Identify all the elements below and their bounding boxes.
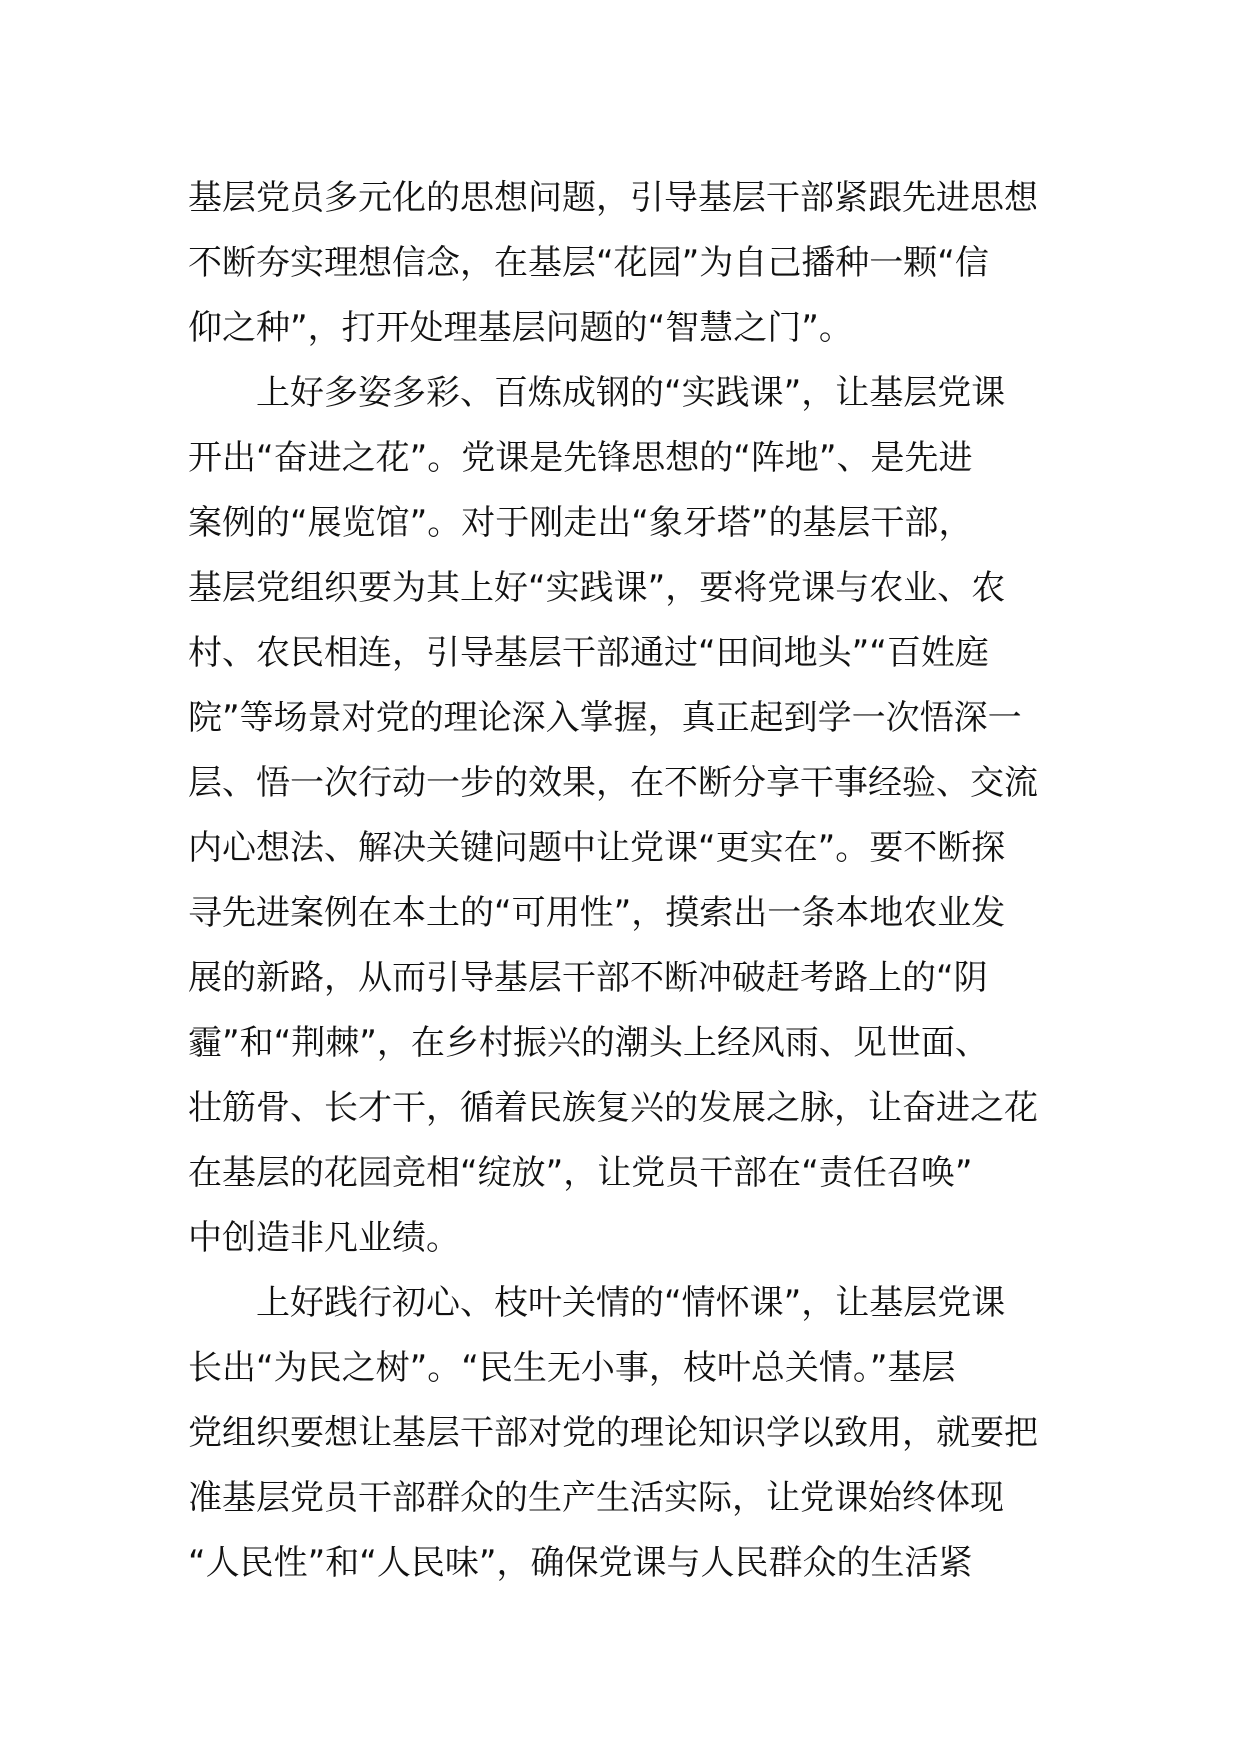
text-line: “人民性”和“人民味”，确保党课与人民群众的生活紧 — [188, 1543, 973, 1583]
text-line: 开出“奋进之花”。党课是先锋思想的“阵地”、是先进 — [188, 438, 973, 478]
text-line: 层、悟一次行动一步的效果，在不断分享干事经验、交流 — [188, 763, 1038, 803]
paragraph-first-line: 上好践行初心、枝叶关情的“情怀课”，让基层党课 — [256, 1283, 1006, 1323]
body-text — [188, 166, 1058, 1596]
text-line: 展的新路，从而引导基层干部不断冲破赶考路上的“阴 — [188, 958, 988, 998]
text-line: 寻先进案例在本土的“可用性”，摸索出一条本地农业发 — [188, 893, 1006, 933]
text-line: 长出“为民之树”。“民生无小事，枝叶总关情。”基层 — [188, 1348, 956, 1388]
paragraph-first-line: 上好多姿多彩、百炼成钢的“实践课”，让基层党课 — [256, 373, 1006, 413]
text-line: 内心想法、解决关键问题中让党课“更实在”。要不断探 — [188, 828, 1006, 868]
text-line: 村、农民相连，引导基层干部通过“田间地头”“百姓庭 — [188, 633, 989, 673]
text-line: 准基层党员干部群众的生产生活实际，让党课始终体现 — [188, 1478, 1004, 1518]
text-line: 在基层的花园竞相“绽放”，让党员干部在“责任召唤” — [188, 1153, 973, 1193]
text-line: 中创造非凡业绩。 — [188, 1218, 460, 1258]
text-line: 霾”和“荆棘”，在乡村振兴的潮头上经风雨、见世面、 — [188, 1023, 989, 1063]
text-line: 院”等场景对党的理论深入掌握，真正起到学一次悟深一 — [188, 698, 1022, 738]
text-line: 壮筋骨、长才干，循着民族复兴的发展之脉，让奋进之花 — [188, 1088, 1038, 1128]
text-line: 不断夯实理想信念，在基层“花园”为自己播种一颗“信 — [188, 243, 989, 283]
text-line: 基层党员多元化的思想问题，引导基层干部紧跟先进思想 — [188, 178, 1038, 218]
text-line: 基层党组织要为其上好“实践课”，要将党课与农业、农 — [188, 568, 1006, 608]
text-line: 仰之种”，打开处理基层问题的“智慧之门”。 — [188, 308, 853, 348]
text-line: 党组织要想让基层干部对党的理论知识学以致用，就要把 — [188, 1413, 1038, 1453]
text-line: 案例的“展览馆”。对于刚走出“象牙塔”的基层干部， — [188, 503, 973, 543]
